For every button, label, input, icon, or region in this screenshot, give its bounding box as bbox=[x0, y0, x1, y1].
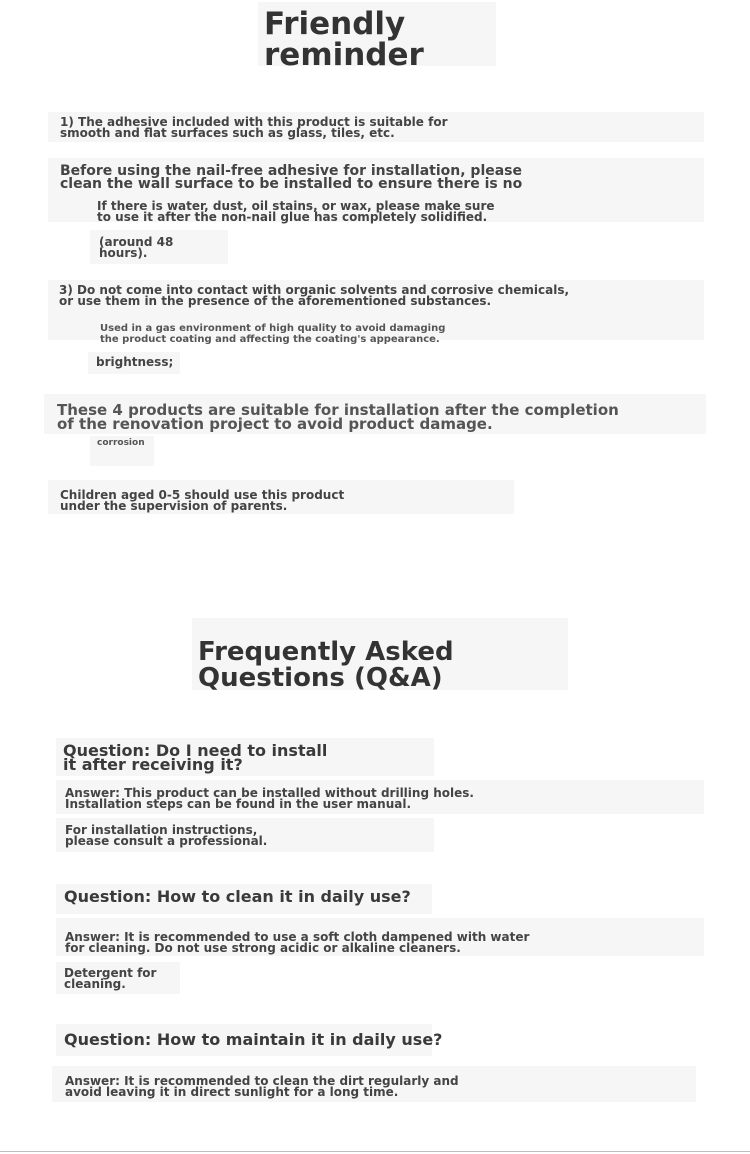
faq-answer-1-note: For installation instructions, please consult a professional. bbox=[65, 823, 268, 848]
faq-question-2: Question: How to clean it in daily use? bbox=[64, 887, 411, 906]
reminder-item-2-detail: If there is water, dust, oil stains, or wax, please make sure to use it after the non-nail glue has completely solidified. bbox=[97, 199, 495, 224]
faq-title: Frequently Asked Questions (Q&A) bbox=[198, 637, 454, 693]
bottom-divider bbox=[0, 1151, 750, 1152]
reminder-item-2-intro: Before using the nail-free adhesive for installation, please clean the wall surface to be installed to ensure there is no bbox=[60, 163, 523, 192]
reminder-item-5: Children aged 0-5 should use this product under the supervision of parents. bbox=[60, 488, 345, 513]
reminder-item-2-time: (around 48 hours). bbox=[99, 235, 174, 260]
faq-answer-1: Answer: This product can be installed without drilling holes. Installation steps can be found in the user manual. bbox=[65, 786, 474, 811]
reminder-item-4-word: corrosion bbox=[97, 438, 145, 448]
reminder-item-3: 3) Do not come into contact with organic solvents and corrosive chemicals, or use them in the presence of the aforementioned substances. bbox=[59, 283, 570, 308]
reminder-item-3-word: brightness; bbox=[96, 355, 174, 369]
reminder-title: Friendly reminder bbox=[264, 6, 424, 73]
faq-answer-3: Answer: It is recommended to clean the dirt regularly and avoid leaving it in direct sunlight for a long time. bbox=[65, 1074, 459, 1099]
reminder-item-1: 1) The adhesive included with this product is suitable for smooth and flat surfaces such as glass, tiles, etc. bbox=[60, 115, 448, 140]
faq-question-1: Question: Do I need to install it after receiving it? bbox=[63, 741, 328, 774]
faq-answer-2-note: Detergent for cleaning. bbox=[64, 966, 157, 991]
reminder-item-3-detail: Used in a gas environment of high quality to avoid damaging the product coating and affecting the coating's appearance. bbox=[100, 323, 446, 345]
faq-answer-2: Answer: It is recommended to use a soft cloth dampened with water for cleaning. Do not use strong acidic or alkaline cleaners. bbox=[65, 930, 530, 955]
reminder-item-4: These 4 products are suitable for installation after the completion of the renovation project to avoid product damage. bbox=[57, 401, 619, 433]
faq-question-3: Question: How to maintain it in daily use? bbox=[64, 1030, 443, 1049]
